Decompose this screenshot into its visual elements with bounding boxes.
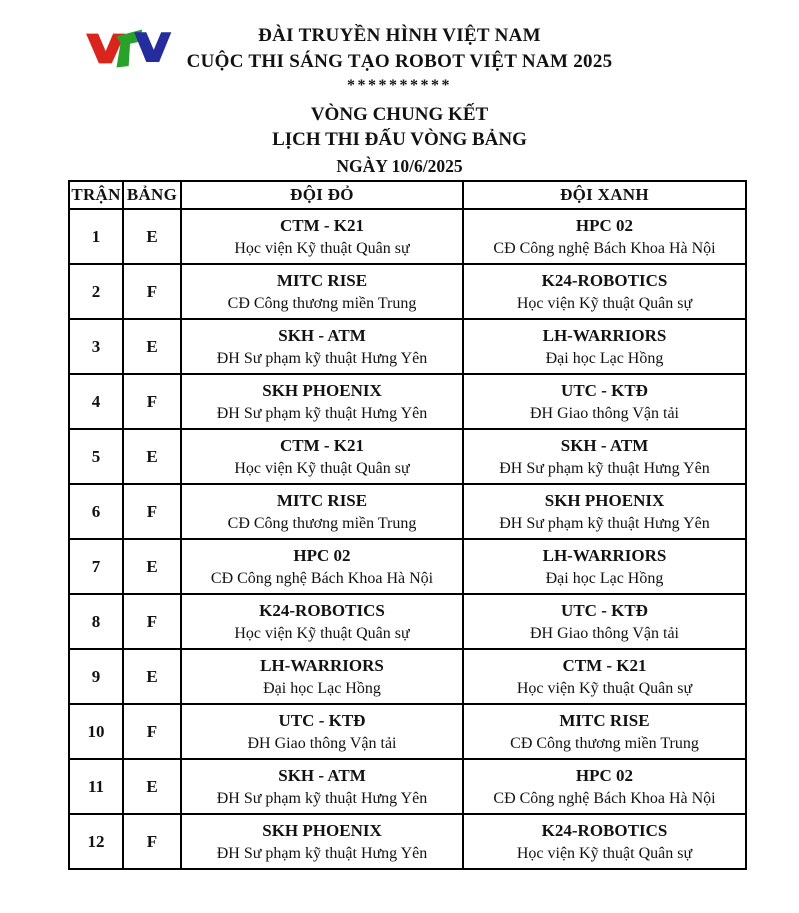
- group-letter: E: [123, 649, 181, 704]
- col-header-red-team: ĐỘI ĐỎ: [181, 181, 463, 209]
- blue-team-school: Học viện Kỹ thuật Quân sự: [516, 679, 693, 697]
- blue-team-name: SKH PHOENIX: [544, 490, 665, 510]
- vtv-logo-icon: [84, 25, 172, 72]
- blue-team-name: MITC RISE: [559, 710, 650, 730]
- group-letter: F: [123, 594, 181, 649]
- col-header-match: TRẬN: [69, 181, 123, 209]
- red-team-name: CTM - K21: [279, 435, 365, 455]
- red-team-name: SKH PHOENIX: [262, 820, 382, 840]
- group-letter: F: [123, 264, 181, 319]
- contest-title: CUỘC THI SÁNG TẠO ROBOT VIỆT NAM 2025: [186, 51, 613, 72]
- schedule-title: LỊCH THI ĐẤU VÒNG BẢNG: [272, 129, 527, 150]
- match-number: 4: [69, 374, 123, 429]
- table-header-row: [69, 181, 746, 209]
- match-number: 11: [69, 759, 123, 814]
- match-row: [69, 594, 746, 649]
- red-team-cell: [181, 374, 463, 429]
- red-team-school: ĐH Sư phạm kỹ thuật Hưng Yên: [216, 349, 428, 367]
- document-header: [0, 0, 799, 178]
- red-team-school: Học viện Kỹ thuật Quân sự: [234, 239, 410, 257]
- round-title: VÒNG CHUNG KẾT: [310, 104, 489, 125]
- blue-team-cell: [463, 429, 746, 484]
- match-number: 8: [69, 594, 123, 649]
- schedule-table-body: [69, 209, 746, 869]
- blue-team-name: K24-ROBOTICS: [541, 270, 668, 290]
- match-row: [69, 484, 746, 539]
- group-letter: E: [123, 319, 181, 374]
- blue-team-school: Học viện Kỹ thuật Quân sự: [516, 844, 693, 862]
- schedule-table-head: [69, 181, 746, 209]
- red-team-school: ĐH Giao thông Vận tải: [247, 734, 397, 752]
- group-letter: E: [123, 209, 181, 264]
- col-header-blue-team: ĐỘI XANH: [463, 181, 746, 209]
- blue-team-cell: [463, 374, 746, 429]
- match-number: 12: [69, 814, 123, 869]
- blue-team-school: CĐ Công nghệ Bách Khoa Hà Nội: [493, 789, 716, 807]
- red-team-school: Học viện Kỹ thuật Quân sự: [234, 624, 410, 642]
- blue-team-school: Đại học Lạc Hồng: [545, 569, 664, 587]
- blue-team-name: SKH - ATM: [560, 435, 649, 455]
- blue-team-cell: [463, 704, 746, 759]
- red-team-cell: [181, 539, 463, 594]
- blue-team-cell: [463, 484, 746, 539]
- blue-team-school: ĐH Giao thông Vận tải: [529, 404, 679, 422]
- blue-team-cell: [463, 319, 746, 374]
- match-row: [69, 264, 746, 319]
- match-number: 2: [69, 264, 123, 319]
- match-row: [69, 759, 746, 814]
- match-number: 10: [69, 704, 123, 759]
- red-team-cell: [181, 759, 463, 814]
- blue-team-school: ĐH Sư phạm kỹ thuật Hưng Yên: [499, 514, 710, 532]
- match-number: 6: [69, 484, 123, 539]
- group-letter: F: [123, 484, 181, 539]
- red-team-name: HPC 02: [293, 545, 351, 565]
- red-team-school: Học viện Kỹ thuật Quân sự: [234, 459, 410, 477]
- blue-team-school: ĐH Giao thông Vận tải: [529, 624, 679, 642]
- red-team-name: LH-WARRIORS: [260, 655, 384, 675]
- blue-team-name: LH-WARRIORS: [542, 325, 667, 345]
- red-team-school: ĐH Sư phạm kỹ thuật Hưng Yên: [216, 789, 428, 807]
- group-letter: F: [123, 814, 181, 869]
- vtv-logo-blue-v: [134, 32, 171, 62]
- red-team-name: SKH - ATM: [278, 765, 366, 785]
- red-team-name: CTM - K21: [279, 215, 365, 235]
- blue-team-cell: [463, 594, 746, 649]
- red-team-school: CĐ Công thương miền Trung: [227, 294, 417, 312]
- match-row: [69, 319, 746, 374]
- col-header-group: BẢNG: [123, 181, 181, 209]
- group-letter: E: [123, 759, 181, 814]
- blue-team-school: CĐ Công thương miền Trung: [510, 734, 699, 752]
- red-team-cell: [181, 209, 463, 264]
- red-team-cell: [181, 649, 463, 704]
- red-team-school: ĐH Sư phạm kỹ thuật Hưng Yên: [216, 844, 428, 862]
- red-team-school: Đại học Lạc Hồng: [263, 679, 381, 697]
- red-team-name: UTC - KTĐ: [278, 710, 366, 730]
- organization-title: ĐÀI TRUYỀN HÌNH VIỆT NAM: [258, 25, 541, 46]
- match-number: 7: [69, 539, 123, 594]
- red-team-school: CĐ Công thương miền Trung: [227, 514, 417, 532]
- match-number: 3: [69, 319, 123, 374]
- blue-team-school: CĐ Công nghệ Bách Khoa Hà Nội: [493, 239, 716, 257]
- red-team-cell: [181, 594, 463, 649]
- blue-team-name: K24-ROBOTICS: [541, 820, 668, 840]
- blue-team-name: HPC 02: [575, 765, 634, 785]
- blue-team-cell: [463, 814, 746, 869]
- red-team-cell: [181, 264, 463, 319]
- blue-team-name: CTM - K21: [562, 655, 647, 675]
- blue-team-cell: [463, 759, 746, 814]
- blue-team-name: UTC - KTĐ: [561, 600, 648, 620]
- blue-team-name: UTC - KTĐ: [561, 380, 648, 400]
- red-team-cell: [181, 319, 463, 374]
- red-team-cell: [181, 429, 463, 484]
- blue-team-school: Học viện Kỹ thuật Quân sự: [516, 294, 693, 312]
- blue-team-cell: [463, 649, 746, 704]
- separator-stars: **********: [347, 77, 452, 94]
- red-team-name: SKH PHOENIX: [262, 380, 382, 400]
- match-row: [69, 374, 746, 429]
- match-number: 5: [69, 429, 123, 484]
- blue-team-school: ĐH Sư phạm kỹ thuật Hưng Yên: [499, 459, 710, 477]
- blue-team-cell: [463, 209, 746, 264]
- red-team-cell: [181, 814, 463, 869]
- red-team-cell: [181, 484, 463, 539]
- group-letter: E: [123, 539, 181, 594]
- red-team-school: ĐH Sư phạm kỹ thuật Hưng Yên: [216, 404, 428, 422]
- group-letter: F: [123, 374, 181, 429]
- group-letter: F: [123, 704, 181, 759]
- match-row: [69, 814, 746, 869]
- red-team-name: SKH - ATM: [278, 325, 366, 345]
- red-team-cell: [181, 704, 463, 759]
- blue-team-name: LH-WARRIORS: [542, 545, 667, 565]
- blue-team-cell: [463, 264, 746, 319]
- match-row: [69, 704, 746, 759]
- red-team-name: MITC RISE: [276, 270, 368, 290]
- match-number: 1: [69, 209, 123, 264]
- match-row: [69, 649, 746, 704]
- blue-team-school: Đại học Lạc Hồng: [545, 349, 664, 367]
- match-row: [69, 209, 746, 264]
- red-team-name: K24-ROBOTICS: [259, 600, 385, 620]
- match-number: 9: [69, 649, 123, 704]
- match-row: [69, 429, 746, 484]
- red-team-school: CĐ Công nghệ Bách Khoa Hà Nội: [210, 569, 434, 587]
- match-row: [69, 539, 746, 594]
- schedule-table: [68, 180, 747, 870]
- date-line: NGÀY 10/6/2025: [336, 156, 463, 176]
- blue-team-name: HPC 02: [575, 215, 634, 235]
- red-team-name: MITC RISE: [276, 490, 368, 510]
- group-letter: E: [123, 429, 181, 484]
- blue-team-cell: [463, 539, 746, 594]
